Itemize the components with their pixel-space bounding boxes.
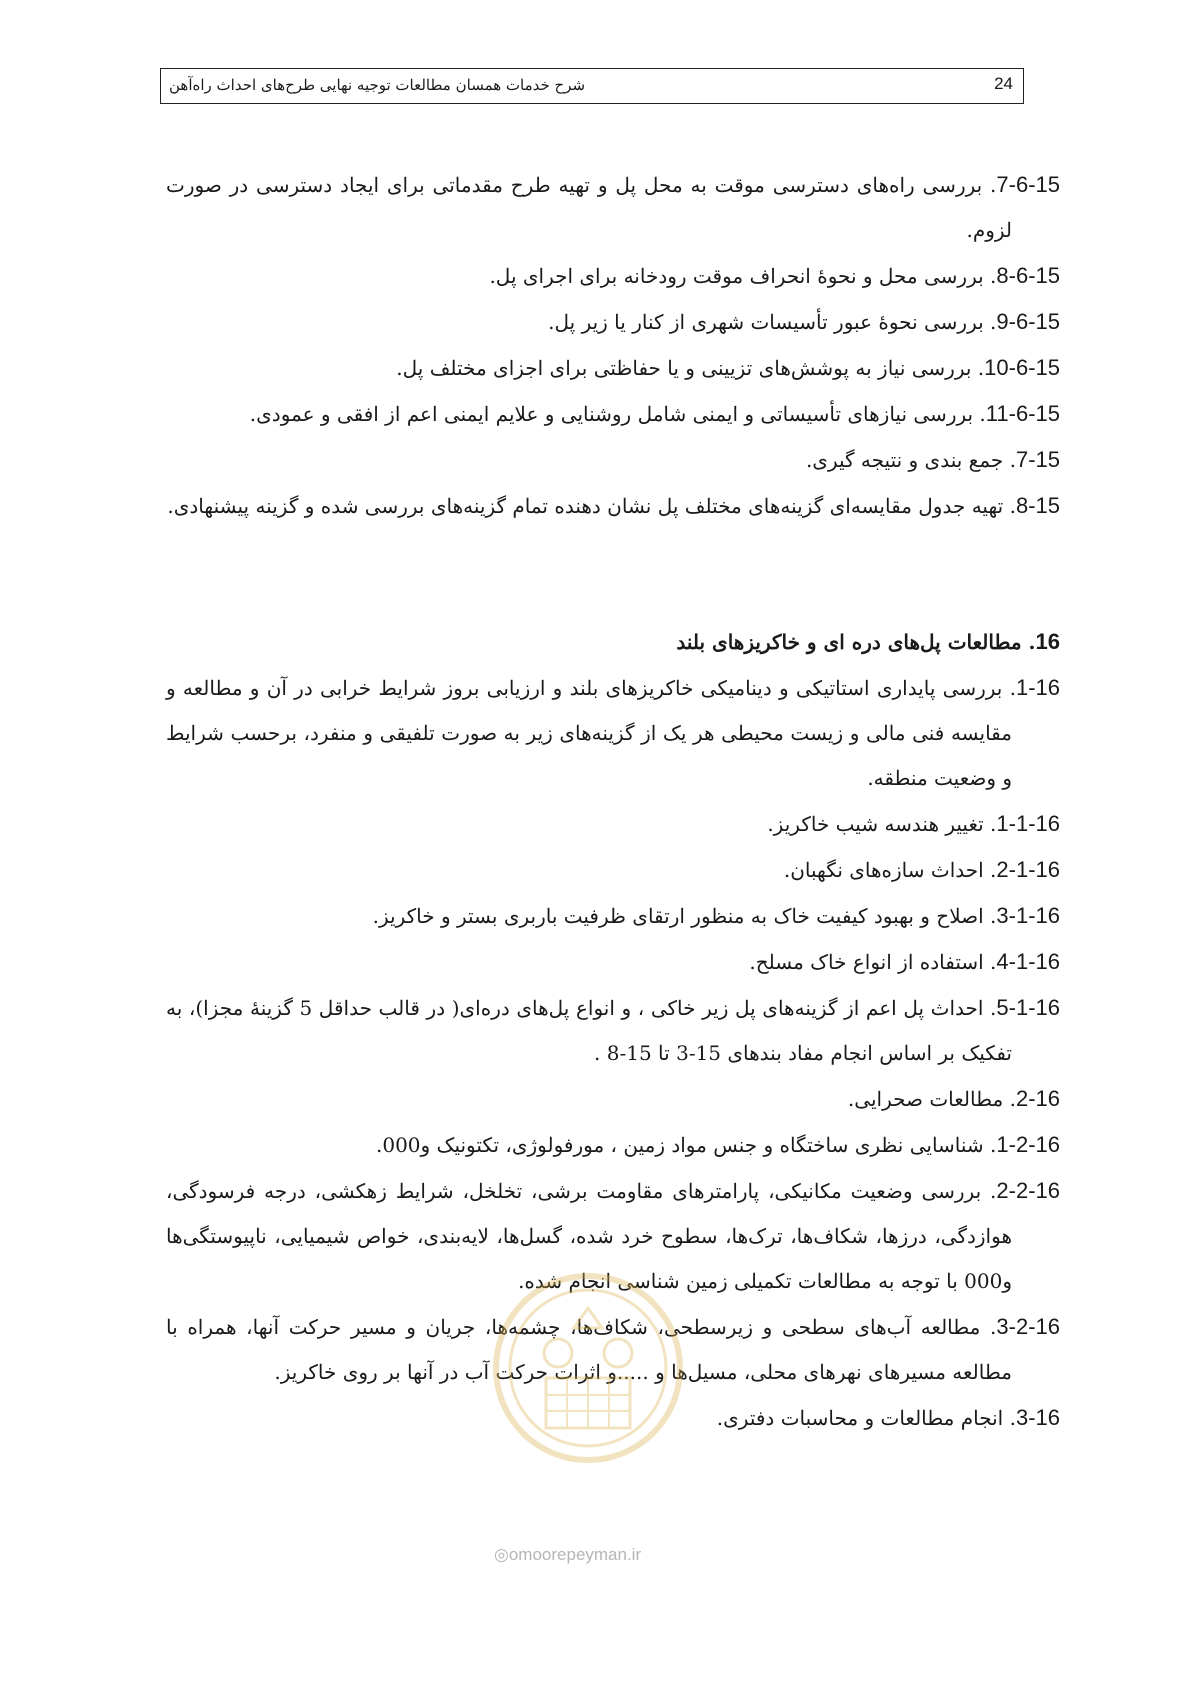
list-item: 2-1-16. احداث سازه‌های نگهبان. bbox=[783, 857, 1060, 882]
watermark-seal-icon bbox=[488, 1268, 688, 1468]
list-item: 3-16. انجام مطالعات و محاسبات دفتری. bbox=[716, 1405, 1060, 1430]
list-item: 7-6-15. بررسی راه‌های دسترسی موقت به محل پل و تهیه طرح مقدماتی برای ایجاد دسترسی در صورت لزوم. bbox=[166, 172, 1060, 242]
list-item: 2-2-16. بررسی وضعیت مکانیکی، پارامترهای مقاومت برشی، تخلخل، شرایط زهکشی، درجه فرسودگی، هوازدگی، درزها، شکاف‌ها، ترک‌ها، سطوح خرد شده، گسل‌ها، لایه‌بندی، خواص شیمیایی، ناپیوستگی‌ها و000 با توجه به مطالعات تکمیلی زمین شناسی انجام شده. bbox=[166, 1178, 1060, 1293]
page-header bbox=[160, 68, 1024, 104]
header-title: شرح خدمات همسان مطالعات توجیه نهایی طرح‌های احداث راه‌آهن bbox=[169, 76, 586, 94]
document-body bbox=[166, 162, 1060, 1441]
list-item: 4-1-16. استفاده از انواع خاک مسلح. bbox=[749, 949, 1060, 974]
list-item: 5-1-16. احداث پل اعم از گزینه‌های پل زیر خاکی ، و انواع پل‌های دره‌ای( در قالب حداقل 5 گزینۀ مجزا)، به تفکیک بر اساس انجام مفاد بندهای 15-3 تا 15-8 . bbox=[166, 995, 1060, 1065]
list-item: 1-16. بررسی پایداری استاتیکی و دینامیکی خاکریزهای بلند و ارزیابی بروز شرایط خرابی در آن و مطالعه و مقایسه فنی مالی و زیست محیطی هر یک از گزینه‌های زیر به صورت تلفیقی و منفرد، برحسب شرایط و وضعیت منطقه. bbox=[166, 675, 1060, 790]
list-item: 10-6-15. بررسی نیاز به پوشش‌های تزیینی و یا حفاظتی برای اجزای مختلف پل. bbox=[396, 355, 1060, 380]
list-item: 9-6-15. بررسی نحوۀ عبور تأسیسات شهری از کنار یا زیر پل. bbox=[548, 309, 1060, 334]
list-item: 1-2-16. شناسایی نظری ساختگاه و جنس مواد زمین ، مورفولوژی، تکتونیک و000. bbox=[375, 1132, 1060, 1157]
watermark-url: ◎omoorepeyman.ir bbox=[494, 1545, 642, 1564]
list-item: 3-1-16. اصلاح و بهبود کیفیت خاک به منظور ارتقای ظرفیت باربری بستر و خاکریز. bbox=[372, 903, 1060, 928]
list-item: 3-2-16. مطالعه آب‌های سطحی و زیرسطحی، شکاف‌ها، چشمه‌ها، جریان و مسیر حرکت آنها، همراه با مطالعه مسیرهای نهرهای محلی، مسیل‌ها و .....و اثرات حرکت آب در آنها بر روی خاکریز. bbox=[166, 1314, 1060, 1384]
list-item: 8-6-15. بررسی محل و نحوۀ انحراف موقت رودخانه برای اجرای پل. bbox=[489, 263, 1060, 288]
section-heading: 16. مطالعات پل‌های دره ای و خاکریزهای بلند bbox=[676, 629, 1060, 654]
list-item: 1-1-16. تغییر هندسه شیب خاکریز. bbox=[767, 811, 1060, 836]
list-item: 8-15. تهیه جدول مقایسه‌ای گزینه‌های مختلف پل نشان دهنده تمام گزینه‌های بررسی شده و گزینه پیشنهادی. bbox=[167, 493, 1060, 518]
list-item: 11-6-15. بررسی نیازهای تأسیساتی و ایمنی شامل روشنایی و علایم ایمنی اعم از افقی و عمودی. bbox=[249, 401, 1060, 426]
page-number: 24 bbox=[994, 74, 1013, 93]
list-item: 2-16. مطالعات صحرایی. bbox=[847, 1086, 1060, 1111]
list-item: 7-15. جمع بندی و نتیجه گیری. bbox=[805, 447, 1060, 472]
